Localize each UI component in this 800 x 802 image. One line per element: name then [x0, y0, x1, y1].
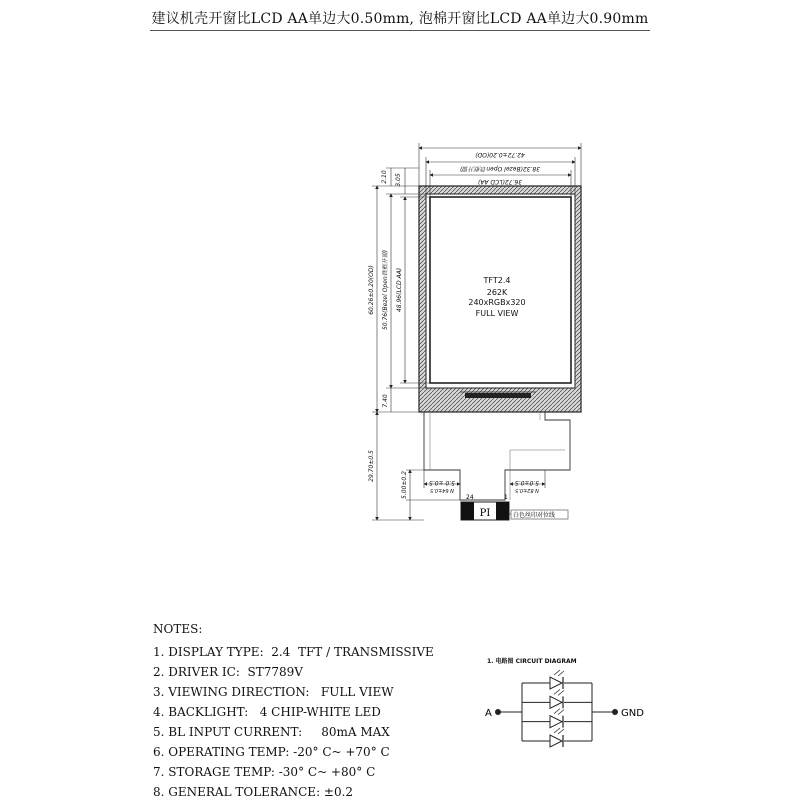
dim-side-top2: 3.05 [395, 173, 402, 187]
dim-side-top1: 2.10 [381, 170, 388, 184]
dim-fpc-left: 5.0 ±0.5 [428, 479, 456, 486]
note-item: 8. GENERAL TOLERANCE: ±0.2 [153, 785, 354, 799]
dim-side-bezel: 50.76(Bezel Open铁框开窗) [382, 249, 389, 331]
circuit-title: 1. 电路图 CIRCUIT DIAGRAM [487, 658, 577, 665]
dim-side-aa: 48.96(LCD AA) [396, 267, 403, 313]
pi-note: 白色丝印对位线 [513, 512, 556, 519]
dim-fpc-500: 5.00±0.2 [401, 471, 408, 499]
note-item: 1. DISPLAY TYPE: 2.4 TFT / TRANSMISSIVE [153, 645, 434, 659]
note-item: 3. VIEWING DIRECTION: FULL VIEW [153, 685, 394, 699]
cathode-node [612, 709, 618, 715]
dim-top-bezel: 38.32(Bezel Open铁框开窗) [459, 165, 541, 172]
pin-24-label: 24 [466, 494, 474, 501]
display-text-line-2: 262K [486, 288, 508, 297]
notes-title: NOTES: [153, 622, 203, 636]
circuit-diagram [480, 665, 660, 765]
dim-fpc-right2: N 82±0.5 [515, 487, 539, 493]
note-item: 6. OPERATING TEMP: -20° C~ +70° C [153, 745, 390, 759]
anode-node [495, 709, 501, 715]
led-2 [522, 689, 592, 708]
led-3 [522, 709, 592, 728]
dim-top-od: 42.72±0.20(OD) [475, 151, 525, 158]
note-item: 5. BL INPUT CURRENT: 80mA MAX [153, 725, 390, 739]
display-text-line-4: FULL VIEW [475, 309, 519, 318]
dim-side-740: 7.40 [382, 394, 389, 408]
led-1 [522, 670, 592, 689]
dim-fpc-length: 29.70±0.5 [368, 450, 375, 482]
note-item: 4. BACKLIGHT: 4 CHIP-WHITE LED [153, 705, 381, 719]
led-4 [522, 728, 592, 747]
cathode-label: GND [621, 708, 644, 719]
display-text-line-3: 240xRGBx320 [468, 298, 526, 307]
note-item: 7. STORAGE TEMP: -30° C~ +80° C [153, 765, 376, 779]
dim-side-od: 60.26±0.20(OD) [368, 265, 375, 315]
dim-fpc-right: 5.0±0.5 [514, 479, 540, 486]
dim-fpc-left2: N 64±0.5 [430, 487, 454, 493]
pin-1-label: 1 [504, 494, 508, 501]
anode-label: A [485, 708, 492, 719]
driver-ic-strip [465, 393, 531, 398]
pi-label: PI [479, 508, 491, 519]
display-text-line-1: TFT2.4 [483, 276, 511, 285]
note-item: 2. DRIVER IC: ST7789V [153, 665, 303, 679]
dim-top-aa: 36.72(LCD AA) [477, 178, 523, 185]
notes-block [153, 622, 434, 802]
header-title: 建议机壳开窗比LCD AA单边大0.50mm, 泡棉开窗比LCD AA单边大0.90mm [151, 11, 649, 27]
